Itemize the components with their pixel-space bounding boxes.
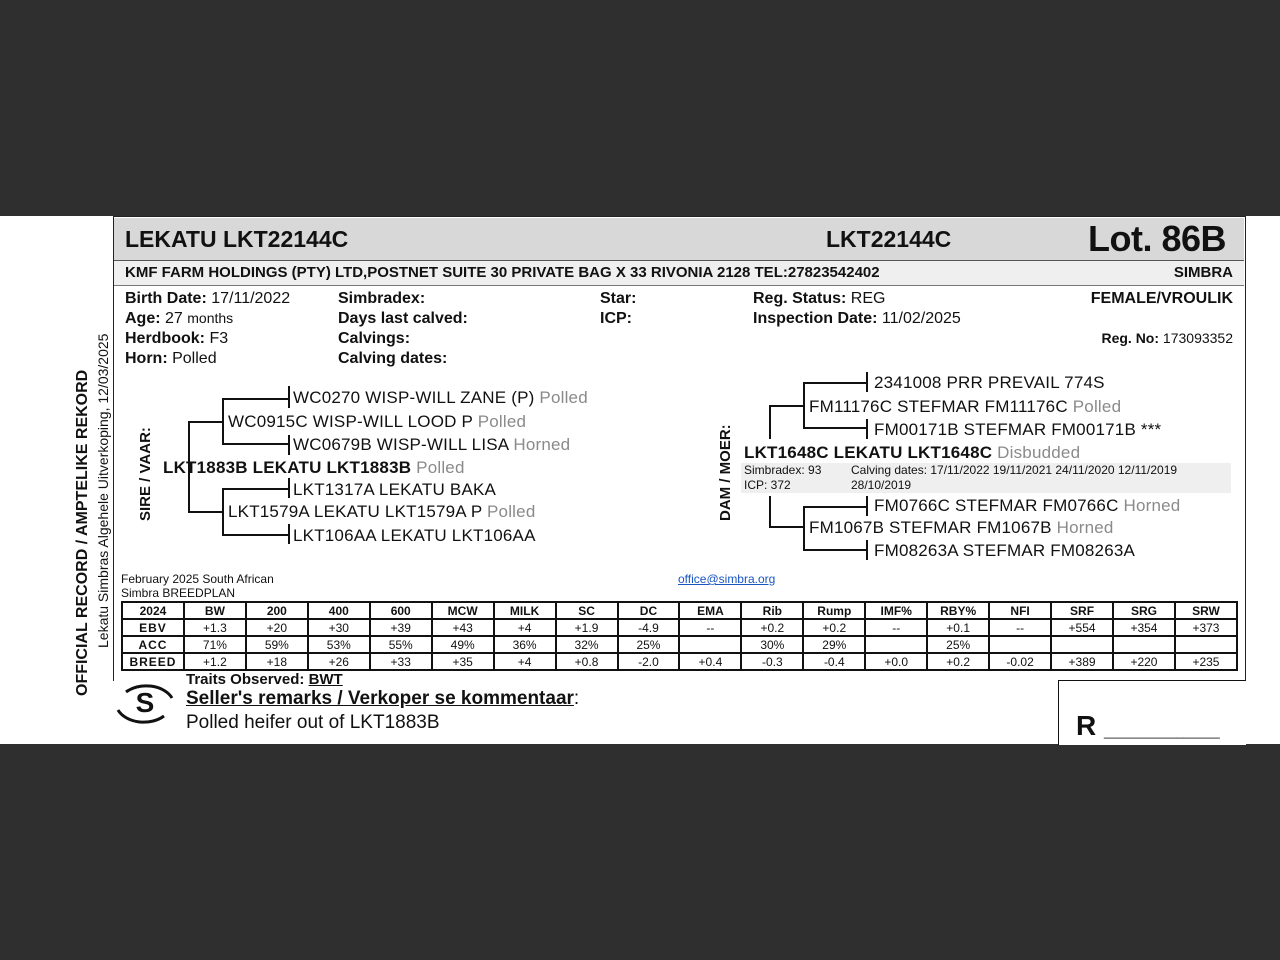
animal-name: LEKATU LKT22144C <box>125 226 349 252</box>
ebv-column-header: 600 <box>370 602 432 619</box>
dam-connector <box>769 405 771 439</box>
lot-number: Lot. 86B <box>1088 218 1227 259</box>
traits-observed: Traits Observed: BWT <box>186 671 343 688</box>
ebv-column-header: DC <box>618 602 680 619</box>
ebv-column-header: SRF <box>1051 602 1113 619</box>
dam-connector <box>803 382 805 428</box>
ebv-column-header: MILK <box>494 602 556 619</box>
ebv-cell: +1.3 <box>184 619 246 636</box>
ebv-cell: +235 <box>1175 653 1237 670</box>
icp-label: ICP: <box>600 310 632 327</box>
ebv-row-header: EBV <box>122 619 184 636</box>
sire-connector <box>288 435 290 455</box>
ebv-cell: -4.9 <box>618 619 680 636</box>
breed-label: SIMBRA <box>1173 264 1233 281</box>
sire-sire: WC0915C WISP-WILL LOOD P Polled <box>228 412 527 431</box>
dam-connector <box>769 526 803 528</box>
ebv-cell: +18 <box>246 653 308 670</box>
ebv-cell: +0.2 <box>927 653 989 670</box>
dam-sire: FM11176C STEFMAR FM11176C Polled <box>809 397 1122 416</box>
star-label: Star: <box>600 290 637 307</box>
reg-status: Reg. Status: REG <box>753 290 886 307</box>
ebv-cell <box>1175 636 1237 653</box>
sire-dam-sire: LKT1317A LEKATU BAKA <box>293 480 497 499</box>
sex-label: FEMALE/VROULIK <box>1090 290 1233 307</box>
dam-dam-sire: FM0766C STEFMAR FM0766C Horned <box>874 496 1181 515</box>
sire-connector <box>222 488 290 490</box>
birth-date: Birth Date: 17/11/2022 <box>125 290 291 307</box>
ebv-row-header: BREED <box>122 653 184 670</box>
ebv-cell <box>989 636 1051 653</box>
ebv-cell: +20 <box>246 619 308 636</box>
ebv-cell: +389 <box>1051 653 1113 670</box>
ebv-cell: +39 <box>370 619 432 636</box>
ebv-column-header: Rib <box>741 602 803 619</box>
dam-connector <box>866 496 868 516</box>
ebv-cell: +1.2 <box>184 653 246 670</box>
dam-dam-dam: FM08263A STEFMAR FM08263A <box>874 541 1136 560</box>
ebv-column-header: IMF% <box>865 602 927 619</box>
dam-connector <box>866 419 868 439</box>
dam-simbradex: Simbradex: 93 <box>744 463 822 477</box>
ebv-cell: 25% <box>618 636 680 653</box>
sire-connector <box>288 386 290 408</box>
sire-connector <box>222 443 290 445</box>
dam-connector <box>866 540 868 560</box>
ebv-cell: +0.8 <box>556 653 618 670</box>
ebv-row-breed <box>122 653 1237 670</box>
ebv-cell: -0.02 <box>989 653 1051 670</box>
ebv-column-header: SC <box>556 602 618 619</box>
ebv-cell: -- <box>989 619 1051 636</box>
logo-letter: S <box>135 687 155 718</box>
calvings-label: Calvings: <box>338 330 411 347</box>
seller-remarks-text: Polled heifer out of LKT1883B <box>186 712 440 733</box>
ebv-cell: +220 <box>1113 653 1175 670</box>
sire-connector <box>222 488 224 536</box>
ebv-cell: 32% <box>556 636 618 653</box>
ebv-row-ebv <box>122 619 1237 636</box>
dam-connector <box>803 427 867 429</box>
dam-dam: FM1067B STEFMAR FM1067B Horned <box>809 518 1114 537</box>
sire-connector <box>288 524 290 544</box>
dam-connector <box>769 405 803 407</box>
days-last-calved-label: Days last calved: <box>338 310 468 327</box>
breedplan-line2: Simbra BREEDPLAN <box>121 586 236 600</box>
ebv-column-header: MCW <box>432 602 494 619</box>
simbradex-label: Simbradex: <box>338 290 426 307</box>
horn: Horn: Polled <box>125 350 217 367</box>
ebv-cell: +33 <box>370 653 432 670</box>
ebv-cell: +354 <box>1113 619 1175 636</box>
ebv-cell: +373 <box>1175 619 1237 636</box>
price-label: R <box>1076 710 1097 741</box>
ebv-cell: 49% <box>432 636 494 653</box>
ebv-cell: +4 <box>494 653 556 670</box>
ebv-cell <box>679 636 741 653</box>
ebv-cell: +35 <box>432 653 494 670</box>
ebv-cell: +0.0 <box>865 653 927 670</box>
sire-connector <box>288 478 290 498</box>
ebv-column-header: SRW <box>1175 602 1237 619</box>
breedplan-line1: February 2025 South African <box>121 572 274 586</box>
ebv-cell: 71% <box>184 636 246 653</box>
dam-sire-sire: 2341008 PRR PREVAIL 774S <box>874 373 1105 392</box>
sire-connector <box>188 511 222 513</box>
ebv-cell: +43 <box>432 619 494 636</box>
dam-connector <box>803 506 867 508</box>
sire-sire-sire: WC0270 WISP-WILL ZANE (P) Polled <box>293 388 588 407</box>
dam-connector <box>769 496 771 528</box>
price-input-line[interactable]: ________________ <box>1104 724 1220 739</box>
dam-connector <box>803 549 867 551</box>
ebv-cell: +30 <box>308 619 370 636</box>
sire-connector <box>222 398 290 400</box>
seller-remarks-label: Seller's remarks / Verkoper se kommentaar: <box>186 688 580 709</box>
ebv-cell: 55% <box>370 636 432 653</box>
calving-dates-label: Calving dates: <box>338 350 448 367</box>
dam-label: DAM / MOER: <box>717 424 734 521</box>
sire-connector <box>222 534 290 536</box>
ebv-column-header: BW <box>184 602 246 619</box>
sire-label: SIRE / VAAR: <box>137 427 154 521</box>
sire-name: LKT1883B LEKATU LKT1883B Polled <box>163 458 465 477</box>
catalogue-page <box>0 216 1280 744</box>
reg-number: Reg. No: 173093352 <box>1101 330 1233 346</box>
ebv-cell: +554 <box>1051 619 1113 636</box>
ebv-header-row <box>122 602 1237 619</box>
ebv-cell: 30% <box>741 636 803 653</box>
herdbook: Herdbook: F3 <box>125 330 229 347</box>
ebv-cell: -2.0 <box>618 653 680 670</box>
ebv-column-header: EMA <box>679 602 741 619</box>
ebv-cell: +0.2 <box>803 619 865 636</box>
ebv-row-acc <box>122 636 1237 653</box>
ebv-row-header: ACC <box>122 636 184 653</box>
owner-address: KMF FARM HOLDINGS (PTY) LTD,POSTNET SUITE 30 PRIVATE BAG X 33 RIVONIA 2128 TEL:27823542402 <box>125 264 880 281</box>
office-email-link[interactable]: office@simbra.org <box>678 572 776 586</box>
simbra-logo-icon <box>114 678 176 730</box>
ebv-cell: 36% <box>494 636 556 653</box>
ebv-cell: +0.4 <box>679 653 741 670</box>
ebv-table <box>121 601 1238 671</box>
dam-connector <box>866 372 868 392</box>
ebv-column-header: NFI <box>989 602 1051 619</box>
ebv-cell <box>865 636 927 653</box>
ebv-cell: -0.3 <box>741 653 803 670</box>
ebv-cell: +26 <box>308 653 370 670</box>
inspection-date: Inspection Date: 11/02/2025 <box>753 310 961 327</box>
ebv-column-header: 400 <box>308 602 370 619</box>
ebv-cell: +4 <box>494 619 556 636</box>
official-record-label: OFFICIAL RECORD / AMPTELIKE REKORD <box>74 369 91 696</box>
sire-dam-dam: LKT106AA LEKATU LKT106AA <box>293 526 536 545</box>
ebv-cell <box>1051 636 1113 653</box>
dam-connector <box>803 506 805 550</box>
ebv-cell: 59% <box>246 636 308 653</box>
sale-name-label: Lekatu Simbras Algehele Uitverkoping, 12/03/2025 <box>95 333 111 648</box>
ebv-cell: -0.4 <box>803 653 865 670</box>
ebv-column-header: 2024 <box>122 602 184 619</box>
dam-calving-dates: Calving dates: 17/11/2022 19/11/2021 24/11/2020 12/11/2019 <box>851 463 1178 477</box>
dam-icp: ICP: 372 <box>744 478 791 492</box>
sire-dam: LKT1579A LEKATU LKT1579A P Polled <box>228 502 536 521</box>
ebv-cell: +0.1 <box>927 619 989 636</box>
animal-id: LKT22144C <box>826 226 952 252</box>
dam-name: LKT1648C LEKATU LKT1648C Disbudded <box>744 443 1081 462</box>
sire-sire-dam: WC0679B WISP-WILL LISA Horned <box>293 435 571 454</box>
ebv-cell <box>1113 636 1175 653</box>
dam-sire-dam: FM00171B STEFMAR FM00171B *** <box>874 420 1162 439</box>
dam-calving-dates-cont: 28/10/2019 <box>851 478 912 492</box>
ebv-column-header: Rump <box>803 602 865 619</box>
dam-connector <box>803 382 867 384</box>
ebv-cell: +0.2 <box>741 619 803 636</box>
ebv-cell: -- <box>679 619 741 636</box>
ebv-column-header: SRG <box>1113 602 1175 619</box>
ebv-column-header: 200 <box>246 602 308 619</box>
age: Age: 27 months <box>125 310 234 327</box>
ebv-column-header: RBY% <box>927 602 989 619</box>
ebv-cell: +1.9 <box>556 619 618 636</box>
sire-connector <box>188 421 222 423</box>
ebv-cell: -- <box>865 619 927 636</box>
ebv-cell: 53% <box>308 636 370 653</box>
ebv-cell: 29% <box>803 636 865 653</box>
ebv-cell: 25% <box>927 636 989 653</box>
sire-connector <box>222 398 224 444</box>
